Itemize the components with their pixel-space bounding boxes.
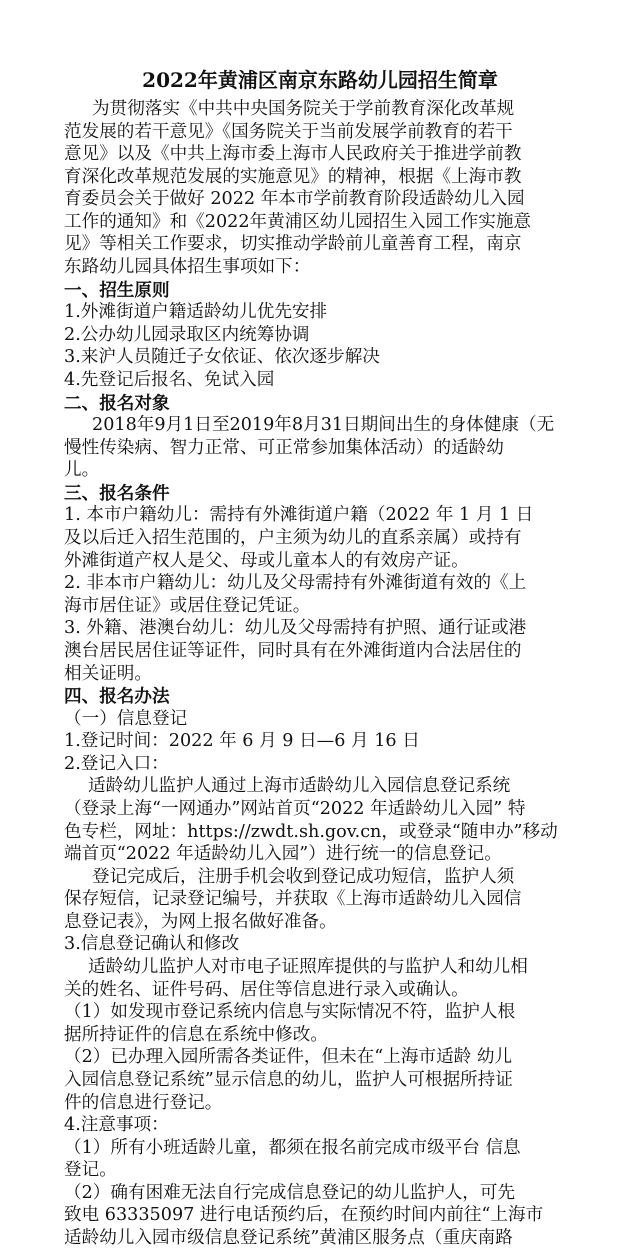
text-line: 1. 本市户籍幼儿：需持有外滩街道户籍（2022 年 1 月 1 日 <box>64 505 534 525</box>
text-line: 东路幼儿园具体招生事项如下： <box>64 257 311 277</box>
text-line: 意见》以及《中共上海市委上海市人民政府关于推进学前教 <box>64 144 522 164</box>
text-line: 外滩街道产权人是父、母或儿童本人的有效房产证。 <box>64 551 469 571</box>
text-line: 1.登记时间：2022 年 6 月 9 日—6 月 16 日 <box>64 731 420 751</box>
section-heading: 三、报名条件 <box>64 483 170 504</box>
text-line: 适龄幼儿监护人通过上海市适龄幼儿入园信息登记系统 <box>88 776 511 796</box>
text-line: 端首页“2022 年适龄幼儿入园”）进行统一的信息登记。 <box>64 844 502 864</box>
text-line: 为贯彻落实《中共中央国务院关于学前教育深化改革规 <box>92 99 515 119</box>
text-line: 4.先登记后报名、免试入园 <box>64 370 275 390</box>
text-line: 件的信息进行登记。 <box>64 1093 223 1113</box>
text-line: 色专栏，网址：https://zwdt.sh.gov.cn，或登录“随申办”移动 <box>64 822 558 842</box>
text-line: 及以后迁入招生范围的，户主须为幼儿的直系亲属）或持有 <box>64 528 522 548</box>
text-line: 致电 63335097 进行电话预约后，在预约时间内前往“上海市 <box>64 1205 544 1225</box>
section-heading: 二、报名对象 <box>64 393 170 414</box>
text-line: 儿。 <box>64 460 100 480</box>
text-line: 关的姓名、证件号码、居住等信息进行录入或确认。 <box>64 980 469 1000</box>
text-line: 2.登记入口： <box>64 754 169 774</box>
text-line: 4.注意事项： <box>64 1115 169 1135</box>
text-line: 适龄幼儿入园市级信息登记系统”黄浦区服务点（重庆南路 <box>64 1228 513 1248</box>
text-line: 2.公办幼儿园录取区内统筹协调 <box>64 325 310 345</box>
text-line: 入园信息登记系统”显示信息的幼儿，监护人可根据所持证 <box>64 1070 513 1090</box>
text-line: 相关证明。 <box>64 664 152 684</box>
text-line: 3.信息登记确认和修改 <box>64 934 240 954</box>
text-line: （2）已办理入园所需各类证件，但未在“上海市适龄 幼儿 <box>64 1047 513 1067</box>
section-heading: 四、报名办法 <box>64 686 170 707</box>
text-line: 2018年9月1日至2019年8月31日期间出生的身体健康（无 <box>92 415 555 435</box>
text-line: 见》等相关工作要求，切实推动学龄前儿童善育工程，南京 <box>64 234 522 254</box>
text-line: 保存短信，记录登记编号，并获取《上海市适龄幼儿入园信 <box>64 889 522 909</box>
text-line: 育深化改革规范发展的实施意见》的精神，根据《上海市教 <box>64 167 522 187</box>
document-title: 2022年黄浦区南京东路幼儿园招生简章 <box>142 68 498 92</box>
text-line: 息登记表》，为网上报名做好准备。 <box>64 912 337 932</box>
text-line: （2）确有困难无法自行完成信息登记的幼儿监护人，可先 <box>64 1183 516 1203</box>
text-line: 登记。 <box>64 1160 117 1180</box>
text-line: （一）信息登记 <box>64 709 188 729</box>
text-line: （登录上海“一网通办”网站首页“2022 年适龄幼儿入园” 特 <box>64 799 526 819</box>
text-line: 工作的通知》和《2022年黄浦区幼儿园招生入园工作实施意 <box>64 212 532 232</box>
text-line: 适龄幼儿监护人对市电子证照库提供的与监护人和幼儿相 <box>88 957 528 977</box>
text-line: 3. 外籍、港澳台幼儿：幼儿及父母需持有护照、通行证或港 <box>64 618 527 638</box>
text-line: 澳台居民居住证等证件，同时具有在外滩街道内合法居住的 <box>64 641 522 661</box>
text-line: 慢性传染病、智力正常、可正常参加集体活动）的适龄幼 <box>64 438 504 458</box>
text-line: （1）如发现市登记系统内信息与实际情况不符，监护人根 <box>64 1002 516 1022</box>
text-line: 登记完成后，注册手机会收到登记成功短信，监护人须 <box>92 867 515 887</box>
text-line: 1.外滩街道户籍适龄幼儿优先安排 <box>64 302 328 322</box>
text-line: 育委员会关于做好 2022 年本市学前教育阶段适龄幼儿入园 <box>64 189 525 209</box>
text-line: 2. 非本市户籍幼儿：幼儿及父母需持有外滩街道有效的《上 <box>64 573 527 593</box>
text-line: 范发展的若干意见》《国务院关于当前发展学前教育的若干 <box>64 122 513 142</box>
text-line: 据所持证件的信息在系统中修改。 <box>64 1025 328 1045</box>
text-line: 海市居住证》或居住登记凭证。 <box>64 596 311 616</box>
section-heading: 一、招生原则 <box>64 280 170 301</box>
text-line: 3.来沪人员随迁子女依证、依次逐步解决 <box>64 347 380 367</box>
text-line: （1）所有小班适龄儿童，都须在报名前完成市级平台 信息 <box>64 1138 521 1158</box>
